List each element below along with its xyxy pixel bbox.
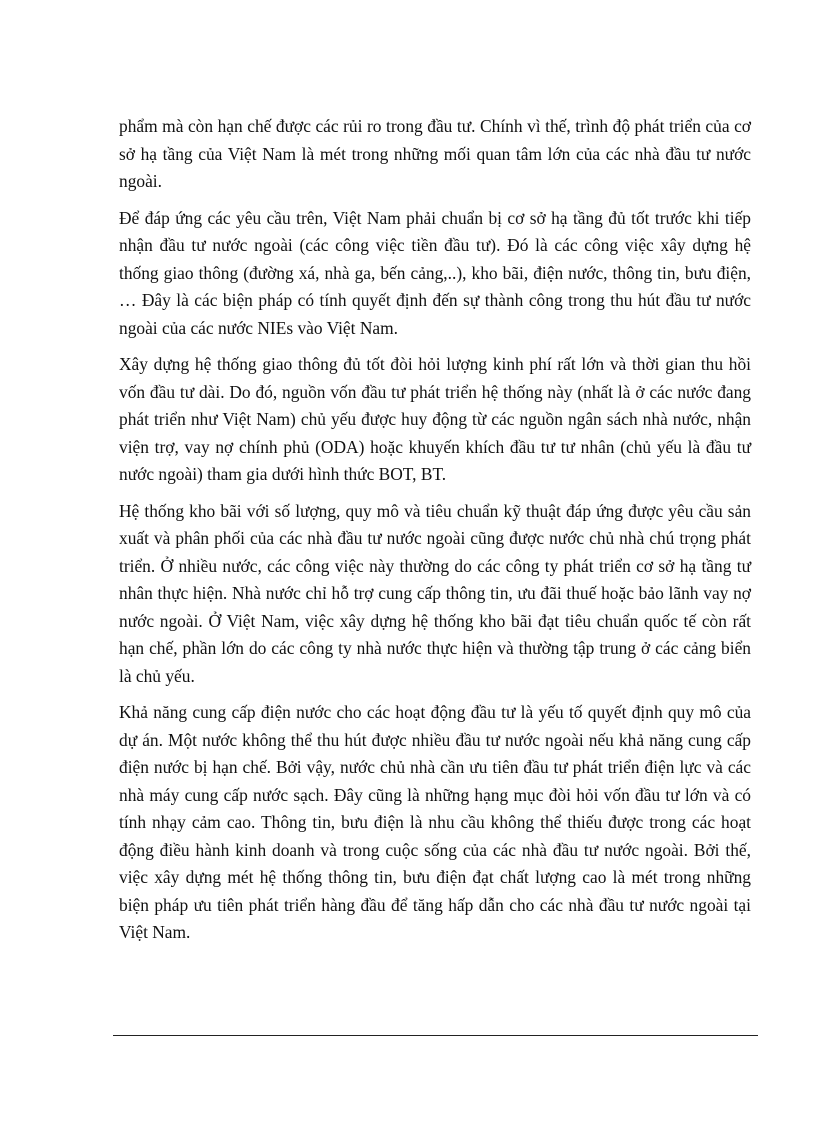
paragraph-3: Xây dựng hệ thống giao thông đủ tốt đòi hỏi lượng kinh phí rất lớn và thời gian thu hồi vốn đầu tư dài. Do đó, nguồn vốn đầu tư phát triển hệ thống này (nhất là ở các nước đang phát triển như Việt Nam) chủ yếu được huy động từ các nguồn ngân sách nhà nước, nhận viện trợ, vay nợ chính phủ (ODA) hoặc khuyến khích đầu tư tư nhân (chủ yếu là đầu tư nước ngoài) tham gia dưới hình thức BOT, BT. xyxy=(119,354,751,484)
paragraph-4: Hệ thống kho bãi với số lượng, quy mô và tiêu chuẩn kỹ thuật đáp ứng được yêu cầu sản xuất và phân phối của các nhà đầu tư nước ngoài cũng được nước chủ nhà chú trọng phát triển. Ở nhiều nước, các công việc này thường do các công ty phát triển cơ sở hạ tầng tư nhân thực hiện. Nhà nước chỉ hỗ trợ cung cấp thông tin, ưu đãi thuế hoặc bảo lãnh vay nợ nước ngoài. Ở Việt Nam, việc xây dựng hệ thống kho bãi đạt tiêu chuẩn quốc tế còn rất hạn chế, phần lớn do các công ty nhà nước thực hiện và thường tập trung ở các cảng biển là chủ yếu. xyxy=(119,500,751,686)
body-text xyxy=(119,113,751,956)
paragraph-1: phẩm mà còn hạn chế được các rủi ro trong đầu tư. Chính vì thế, trình độ phát triển của cơ sở hạ tầng của Việt Nam là mét trong những mối quan tâm lớn của các nhà đầu tư nước ngoài. xyxy=(119,116,751,191)
paragraph-5: Khả năng cung cấp điện nước cho các hoạt động đầu tư là yếu tố quyết định quy mô của dự án. Một nước không thể thu hút được nhiều đầu tư nước ngoài nếu khả năng cung cấp điện nước bị hạn chế. Bởi vậy, nước chủ nhà cần ưu tiên đầu tư phát triển điện lực và các nhà máy cung cấp nước sạch. Đây cũng là những hạng mục đòi hỏi vốn đầu tư lớn và có tính nhạy cảm cao. Thông tin, bưu điện là nhu cầu không thể thiếu được trong các hoạt động điều hành kinh doanh và trong cuộc sống của các nhà đầu tư nước ngoài. Bởi thế, việc xây dựng mét hệ thống thông tin, bưu điện đạt chất lượng cao là mét trong những biện pháp ưu tiên phát triển hàng đầu để tăng hấp dẫn cho các nhà đầu tư nước ngoài tại Việt Nam. xyxy=(119,702,751,942)
paragraph-2: Để đáp ứng các yêu cầu trên, Việt Nam phải chuẩn bị cơ sở hạ tầng đủ tốt trước khi tiếp nhận đầu tư nước ngoài (các công việc tiền đầu tư). Đó là các công việc xây dựng hệ thống giao thông (đường xá, nhà ga, bến cảng,..), kho bãi, điện nước, thông tin, bưu điện, … Đây là các biện pháp có tính quyết định đến sự thành công trong thu hút đầu tư nước ngoài của các nước NIEs vào Việt Nam. xyxy=(119,207,751,338)
footer-divider xyxy=(113,1035,758,1036)
